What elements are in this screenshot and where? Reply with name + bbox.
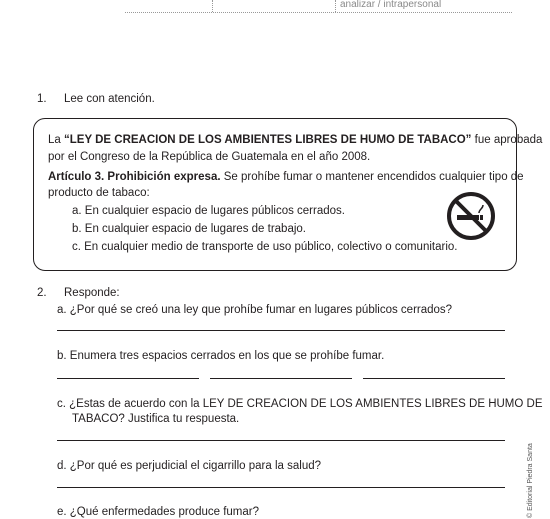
answer-line-c[interactable] bbox=[57, 440, 505, 441]
q1-number: 1. bbox=[37, 93, 47, 105]
question-e: e. ¿Qué enfermedades produce fumar? bbox=[57, 506, 260, 518]
answer-line-d[interactable] bbox=[57, 487, 505, 488]
question-b: b. Enumera tres espacios cerrados en los que se prohíbe fumar. bbox=[57, 350, 385, 362]
answer-line-b1[interactable] bbox=[57, 378, 199, 379]
article-line2: producto de tabaco: bbox=[48, 187, 150, 199]
answer-line-b2[interactable] bbox=[210, 378, 352, 379]
answer-line-a[interactable] bbox=[57, 330, 505, 331]
law-title: “LEY DE CREACION DE LOS AMBIENTES LIBRES DE HUMO DE TABACO” bbox=[64, 134, 472, 146]
question-c-line1: c. ¿Estas de acuerdo con la LEY DE CREACION DE LOS AMBIENTES LIBRES DE HUMO DE bbox=[57, 398, 543, 410]
header-note: analizar / intrapersonal bbox=[340, 0, 442, 10]
q2-number: 2. bbox=[37, 287, 47, 299]
publisher-credit: © Editorial Piedra Santa bbox=[527, 443, 534, 518]
law-paragraph-line2: por el Congreso de la República de Guatemala en el año 2008. bbox=[48, 151, 371, 163]
law-intro-suffix: fue aprobada bbox=[471, 134, 543, 146]
article-line1 bbox=[48, 170, 524, 184]
article-item-b: b. En cualquier espacio de lugares de trabajo. bbox=[72, 223, 306, 235]
article-item-c: c. En cualquier medio de transporte de uso público, colectivo o comunitario. bbox=[72, 241, 458, 253]
q2-instruction: Responde: bbox=[64, 287, 120, 299]
question-a: a. ¿Por qué se creó una ley que prohíbe fumar en lugares públicos cerrados? bbox=[57, 304, 453, 316]
question-c-line2: TABACO? Justifica tu respuesta. bbox=[72, 413, 240, 425]
header-divider-left bbox=[212, 0, 213, 12]
header-divider-right bbox=[335, 0, 336, 12]
q1-instruction: Lee con atención. bbox=[64, 93, 155, 105]
answer-line-b3[interactable] bbox=[363, 378, 505, 379]
header-top-rule bbox=[125, 12, 512, 13]
article-item-a: a. En cualquier espacio de lugares públicos cerrados. bbox=[72, 205, 345, 217]
question-d: d. ¿Por qué es perjudicial el cigarrillo para la salud? bbox=[57, 460, 322, 472]
no-smoking-icon bbox=[446, 191, 496, 241]
law-intro-prefix: La bbox=[48, 134, 64, 146]
article-heading: Artículo 3. Prohibición expresa. bbox=[48, 171, 221, 183]
article-text: Se prohíbe fumar o mantener encendidos cualquier tipo de bbox=[220, 171, 524, 183]
law-paragraph-line1 bbox=[48, 133, 542, 147]
